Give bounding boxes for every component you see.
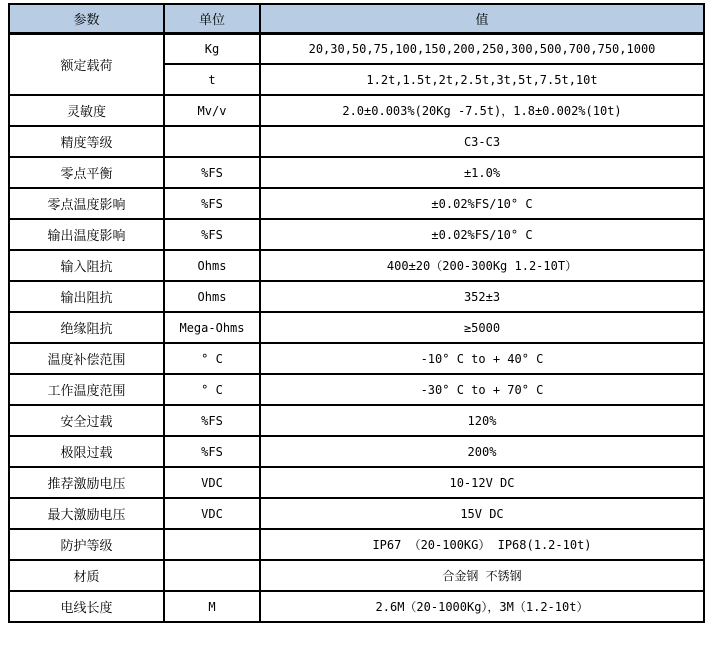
- param-cell: 零点平衡: [9, 157, 164, 188]
- table-row: [9, 529, 704, 560]
- param-cell: 材质: [9, 560, 164, 591]
- table-row: [9, 405, 704, 436]
- value-cell: 120%: [260, 405, 704, 436]
- value-cell: -10° C to + 40° C: [260, 343, 704, 374]
- unit-cell: Kg: [164, 33, 260, 64]
- spec-table: [8, 3, 705, 623]
- header-row: [9, 4, 704, 33]
- param-cell: 工作温度范围: [9, 374, 164, 405]
- param-cell: 灵敏度: [9, 95, 164, 126]
- param-cell: 最大激励电压: [9, 498, 164, 529]
- value-cell: C3-C3: [260, 126, 704, 157]
- param-cell: 绝缘阻抗: [9, 312, 164, 343]
- value-cell: 15V DC: [260, 498, 704, 529]
- value-cell: 1.2t,1.5t,2t,2.5t,3t,5t,7.5t,10t: [260, 64, 704, 95]
- table-row: [9, 188, 704, 219]
- param-cell: 输出阻抗: [9, 281, 164, 312]
- param-cell: 推荐激励电压: [9, 467, 164, 498]
- unit-cell: [164, 560, 260, 591]
- unit-cell: ° C: [164, 343, 260, 374]
- param-cell: 输入阻抗: [9, 250, 164, 281]
- unit-cell: ° C: [164, 374, 260, 405]
- value-cell: 20,30,50,75,100,150,200,250,300,500,700,750,1000: [260, 33, 704, 64]
- table-row: [9, 219, 704, 250]
- table-header: [9, 4, 704, 33]
- value-cell: ±0.02%FS/10° C: [260, 219, 704, 250]
- value-cell: ±1.0%: [260, 157, 704, 188]
- value-cell: IP67 （20-100KG） IP68(1.2-10t): [260, 529, 704, 560]
- table-row: [9, 250, 704, 281]
- value-cell: 200%: [260, 436, 704, 467]
- param-cell: 电线长度: [9, 591, 164, 622]
- table-row: [9, 591, 704, 622]
- table-row: [9, 312, 704, 343]
- unit-cell: [164, 126, 260, 157]
- value-cell: 352±3: [260, 281, 704, 312]
- table-row: [9, 95, 704, 126]
- value-cell: -30° C to + 70° C: [260, 374, 704, 405]
- table-row: [9, 467, 704, 498]
- header-value: 值: [260, 4, 704, 33]
- unit-cell: t: [164, 64, 260, 95]
- value-cell: 2.6M（20-1000Kg），3M（1.2-10t）: [260, 591, 704, 622]
- table-row: [9, 560, 704, 591]
- table-body: [9, 33, 704, 622]
- value-cell: 400±20（200-300Kg 1.2-10T）: [260, 250, 704, 281]
- unit-cell: Mega-Ohms: [164, 312, 260, 343]
- param-cell: 零点温度影响: [9, 188, 164, 219]
- param-cell: 温度补偿范围: [9, 343, 164, 374]
- table-row: [9, 157, 704, 188]
- table-row: [9, 343, 704, 374]
- unit-cell: [164, 529, 260, 560]
- header-unit: 单位: [164, 4, 260, 33]
- table-row: [9, 126, 704, 157]
- unit-cell: Ohms: [164, 281, 260, 312]
- param-cell: 防护等级: [9, 529, 164, 560]
- param-cell: 精度等级: [9, 126, 164, 157]
- unit-cell: %FS: [164, 157, 260, 188]
- unit-cell: Mv/v: [164, 95, 260, 126]
- unit-cell: %FS: [164, 405, 260, 436]
- value-cell: ≥5000: [260, 312, 704, 343]
- table-row: [9, 374, 704, 405]
- value-cell: 合金钢 不锈钢: [260, 560, 704, 591]
- unit-cell: M: [164, 591, 260, 622]
- table-row: [9, 498, 704, 529]
- table-row: [9, 436, 704, 467]
- table-row: [9, 281, 704, 312]
- unit-cell: %FS: [164, 436, 260, 467]
- header-param: 参数: [9, 4, 164, 33]
- param-cell: 安全过载: [9, 405, 164, 436]
- value-cell: 2.0±0.003%(20Kg -7.5t)，1.8±0.002%(10t): [260, 95, 704, 126]
- table-row: [9, 33, 704, 64]
- unit-cell: VDC: [164, 467, 260, 498]
- value-cell: 10-12V DC: [260, 467, 704, 498]
- unit-cell: %FS: [164, 188, 260, 219]
- value-cell: ±0.02%FS/10° C: [260, 188, 704, 219]
- unit-cell: Ohms: [164, 250, 260, 281]
- param-cell: 额定载荷: [9, 33, 164, 95]
- unit-cell: %FS: [164, 219, 260, 250]
- unit-cell: VDC: [164, 498, 260, 529]
- param-cell: 极限过载: [9, 436, 164, 467]
- param-cell: 输出温度影响: [9, 219, 164, 250]
